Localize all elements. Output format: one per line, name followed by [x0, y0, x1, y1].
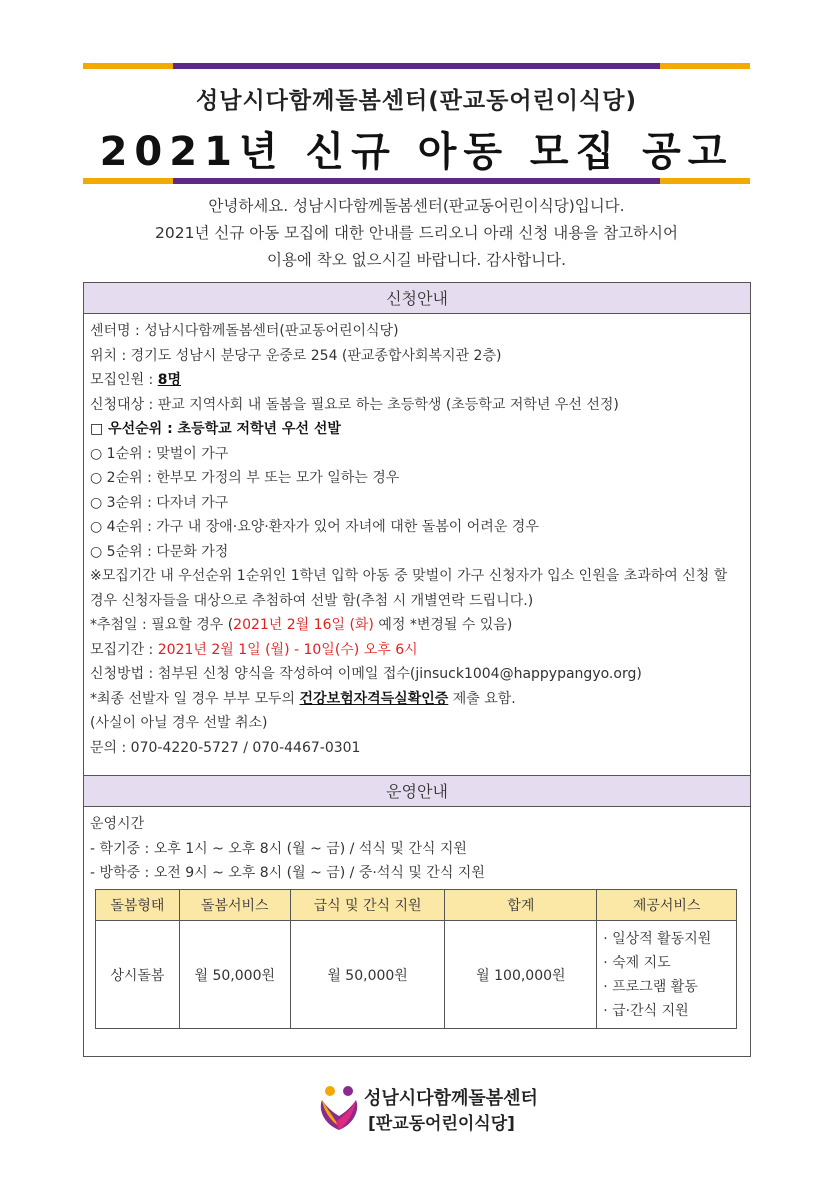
final-doc: 건강보험자격득실확인증 — [299, 690, 449, 707]
recruit-label: 모집인원 : — [90, 372, 158, 388]
priority-item: ○ 1순위 : 맞벌이 가구 — [90, 445, 229, 462]
hours-title: 운영시간 — [90, 816, 145, 832]
apply-heading: 신청안내 — [84, 283, 750, 314]
bar-gold-right — [660, 178, 750, 184]
ops-section — [83, 775, 751, 1057]
ops-body — [84, 807, 750, 891]
lottery-suffix: 예정 *변경될 수 있음) — [373, 617, 513, 633]
center-subtitle: 성남시다함께돌봄센터(판교동어린이식당) — [196, 88, 637, 114]
intro-line: 2021년 신규 아동 모집에 대한 안내를 드리오니 아래 신청 내용을 참고하시어 — [155, 224, 678, 242]
service-item: · 일상적 활동지원 — [603, 930, 712, 947]
contact: 문의 : 070-4220-5727 / 070-4467-0301 — [90, 739, 361, 756]
apply-body — [84, 314, 750, 765]
bar-gold-left — [83, 63, 173, 69]
header-top-bar — [83, 63, 750, 69]
header-bottom-bar — [83, 178, 750, 184]
priority-item: ○ 4순위 : 가구 내 장애·요양·환자가 있어 자녀에 대한 돌봄이 어려운 경우 — [90, 519, 539, 535]
cell-services — [597, 921, 737, 1029]
priority-item: ○ 3순위 : 다자녀 가구 — [90, 494, 229, 511]
col-header: 돌봄형태 — [96, 890, 180, 921]
priority-item: ○ 2순위 : 한부모 가정의 부 또는 모가 일하는 경우 — [90, 470, 400, 486]
intro-line: 안녕하세요. 성남시다함께돌봄센터(판교동어린이식당)입니다. — [208, 197, 625, 215]
priority-heading: □ 우선순위 : 초등학교 저학년 우선 선발 — [90, 421, 341, 437]
bar-gold-right — [660, 63, 750, 69]
center-logo — [314, 1082, 554, 1134]
col-header: 제공서비스 — [597, 890, 737, 921]
service-table — [95, 889, 737, 1029]
cell-total: 월 100,000원 — [445, 921, 597, 1029]
recruit-period — [90, 638, 744, 663]
col-header: 합계 — [445, 890, 597, 921]
lottery-date — [90, 613, 744, 638]
final-docs — [90, 687, 744, 712]
bar-purple — [173, 178, 660, 184]
priority-item: ○ 5순위 : 다문화 가정 — [90, 543, 229, 560]
period-value: 2021년 2월 1일 (월) - 10일(수) 오후 6시 — [157, 641, 418, 658]
hours-item: - 학기중 : 오후 1시 ~ 오후 8시 (월 ~ 금) / 석식 및 간식 지원 — [90, 840, 467, 857]
location: 위치 : 경기도 성남시 분당구 운중로 254 (판교종합사회복지관 2층) — [90, 347, 502, 364]
lottery-note: ※모집기간 내 우선순위 1순위인 1학년 입학 아동 중 맞벌이 가구 신청자가 입소 인원을 초과하여 신청 할 경우 신청자들을 대상으로 추첨하여 선발 함(추첨 시 개별연락 드립니다.) — [90, 568, 728, 609]
intro-line: 이용에 착오 없으시길 바랍니다. 감사합니다. — [266, 251, 567, 269]
center-name: 센터명 : 성남시다함께돌봄센터(판교동어린이식당) — [90, 323, 399, 339]
cell-meal: 월 50,000원 — [290, 921, 445, 1029]
service-item: · 숙제 지도 — [603, 954, 671, 971]
col-header: 돌봄서비스 — [179, 890, 290, 921]
table-header-row — [96, 890, 737, 921]
service-item: · 프로그램 활동 — [603, 978, 698, 995]
apply-section — [83, 282, 751, 776]
final-suffix: 제출 요함. — [448, 690, 516, 707]
recruit-value: 8명 — [157, 372, 181, 388]
intro-paragraph — [83, 193, 750, 274]
cell-care: 월 50,000원 — [179, 921, 290, 1029]
service-item: · 급·간식 지원 — [603, 1002, 689, 1019]
bar-purple — [173, 63, 660, 69]
table-row — [96, 921, 737, 1029]
target: 신청대상 : 판교 지역사회 내 돌봄을 필요로 하는 초등학생 (초등학교 저학년 우선 선정) — [90, 396, 619, 413]
bar-gold-left — [83, 178, 173, 184]
apply-method: 신청방법 : 첨부된 신청 양식을 작성하여 이메일 접수(jinsuck1004@happypangyo.org) — [90, 666, 642, 682]
lottery-date-value: 2021년 2월 16일 (화) — [233, 617, 374, 633]
hours-item: - 방학중 : 오전 9시 ~ 오후 8시 (월 ~ 금) / 중·석식 및 간식 지원 — [90, 865, 485, 881]
cell-type: 상시돌봄 — [96, 921, 180, 1029]
heart-logo-icon — [314, 1082, 364, 1134]
col-header: 급식 및 간식 지원 — [290, 890, 445, 921]
lottery-prefix: *추첨일 : 필요할 경우 ( — [90, 617, 234, 633]
logo-name: 성남시다함께돌봄센터 — [364, 1088, 538, 1109]
logo-subname: [판교동어린이식당] — [368, 1114, 515, 1134]
page-title: 2021년 신규 아동 모집 공고 — [99, 129, 734, 175]
recruit-count — [90, 368, 744, 393]
period-label: 모집기간 : — [90, 641, 158, 658]
final-prefix: *최종 선발자 일 경우 부부 모두의 — [90, 690, 300, 707]
ops-heading: 운영안내 — [84, 776, 750, 807]
final-note: (사실이 아닐 경우 선발 취소) — [90, 715, 268, 731]
